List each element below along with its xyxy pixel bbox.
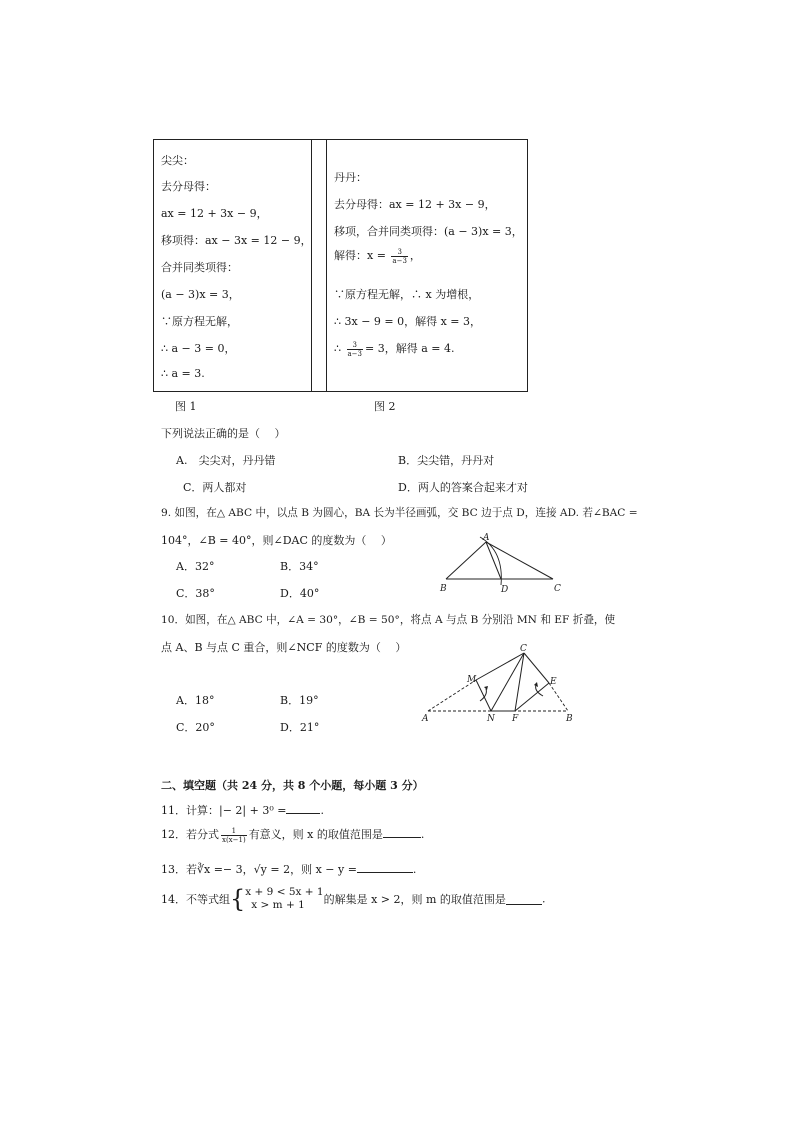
right-solution-line: ∵原方程无解，∴ x 为增根，	[334, 288, 480, 301]
q11: 11．计算：|− 2| + 3⁰ = .	[161, 804, 324, 817]
q8-option-a: A. 尖尖对，丹丹错	[176, 454, 276, 467]
q10-label-e: E	[550, 677, 557, 687]
q12: 12．若分式 $\frac{1}{x(x-1)}$ 有意义，则 x 的取值范围是 .	[161, 826, 425, 844]
q10-stem-line2: 点 A、B 与点 C 重合，则∠NCF 的度数为（ ）	[161, 641, 407, 654]
q13-answer-blank[interactable]	[357, 862, 413, 873]
q10-label-n: N	[487, 714, 495, 724]
q9-label-c: C	[554, 584, 561, 594]
section-2-title: 二、填空题（共 24 分，共 8 个小题，每小题 3 分）	[161, 779, 424, 792]
q10-label-a: A	[422, 714, 429, 724]
right-solution-line: 移项，合并同类项得：(a − 3)x = 3，	[334, 225, 523, 238]
q10-fold-figure	[418, 641, 580, 725]
q10-label-m: M	[467, 675, 477, 685]
q9-stem-line1: 9. 如图，在△ ABC 中，以点 B 为圆心，BA 长为半径画弧，交 BC 边于点 D，连接 AD. 若∠BAC =	[161, 507, 638, 519]
left-solution-line: ∴ a = 3.	[161, 367, 205, 380]
q9-stem-line2: 104°，∠B = 40°，则∠DAC 的度数为（ ）	[161, 534, 392, 547]
q9-option-c: C．38°	[176, 587, 215, 600]
q10-option-d: D．21°	[280, 721, 320, 734]
q10-option-a: A．18°	[176, 694, 215, 707]
fraction: $\frac{1}{x(x-1)}$	[222, 826, 246, 844]
q9-label-b: B	[440, 584, 447, 594]
brace-icon: {	[230, 885, 246, 913]
q14-answer-blank[interactable]	[506, 894, 542, 905]
left-solution-line: ∵原方程无解，	[161, 315, 238, 328]
right-solution-line-fraction: ∴ $\frac{3}{a-3}$ = 3，解得 a = 4.	[334, 340, 455, 358]
left-solution-line: ax = 12 + 3x − 9，	[161, 207, 268, 220]
q10-stem-line1: 10．如图，在△ ABC 中，∠A = 30°，∠B = 50°，将点 A 与点 B 分别沿 MN 和 EF 折叠，使	[161, 614, 616, 626]
q13: 13．若∛x =− 3，√y = 2，则 x − y = .	[161, 863, 417, 876]
q9-option-d: D．40°	[280, 587, 320, 600]
right-solution-line-fraction: 解得：x = $\frac{3}{a-3}$ ，	[334, 247, 421, 265]
fraction: $\frac{3}{a-3}$	[347, 340, 362, 358]
q12-answer-blank[interactable]	[383, 827, 421, 838]
q10-label-f: F	[512, 714, 519, 724]
q8-option-d: D．两人的答案合起来才对	[398, 481, 528, 494]
q9-label-d: D	[501, 585, 509, 595]
inequality-system: x + 9 < 5x + 1 x > m + 1	[245, 886, 324, 911]
left-solution-line: 合并同类项得：	[161, 261, 238, 274]
left-solution-line: 移项得：ax − 3x = 12 − 9，	[161, 234, 312, 247]
right-solution-name: 丹丹：	[334, 171, 367, 184]
q10-label-b: B	[566, 714, 573, 724]
q9-option-a: A．32°	[176, 560, 215, 573]
figure-caption-2: 图 2	[374, 400, 396, 413]
q10-option-b: B．19°	[280, 694, 319, 707]
right-solution-line: ∴ 3x − 9 = 0，解得 x = 3，	[334, 315, 482, 328]
q10-option-c: C．20°	[176, 721, 215, 734]
q9-triangle-figure	[432, 533, 570, 595]
q9-label-a: A	[483, 533, 490, 543]
q8-option-b: B．尖尖错，丹丹对	[398, 454, 495, 467]
q9-option-b: B．34°	[280, 560, 319, 573]
q8-stem: 下列说法正确的是（ ）	[161, 427, 286, 440]
q14: 14．不等式组{ x + 9 < 5x + 1 x > m + 1 的解集是 x > 2，则 m 的取值范围是 .	[161, 885, 546, 913]
left-solution-name: 尖尖：	[161, 154, 194, 167]
q8-option-c: C．两人都对	[183, 481, 247, 494]
left-solution-line: (a − 3)x = 3，	[161, 288, 240, 301]
figure-caption-1: 图 1	[175, 400, 197, 413]
right-solution-line: 去分母得：ax = 12 + 3x − 9，	[334, 198, 496, 211]
box-divider-left	[311, 139, 312, 391]
left-solution-line: 去分母得：	[161, 180, 216, 193]
q10-label-c: C	[520, 644, 527, 654]
left-solution-line: ∴ a − 3 = 0，	[161, 342, 236, 355]
q11-answer-blank[interactable]	[286, 803, 320, 814]
fraction: $\frac{3}{a-3}$	[392, 247, 407, 265]
box-divider-right	[326, 139, 327, 391]
